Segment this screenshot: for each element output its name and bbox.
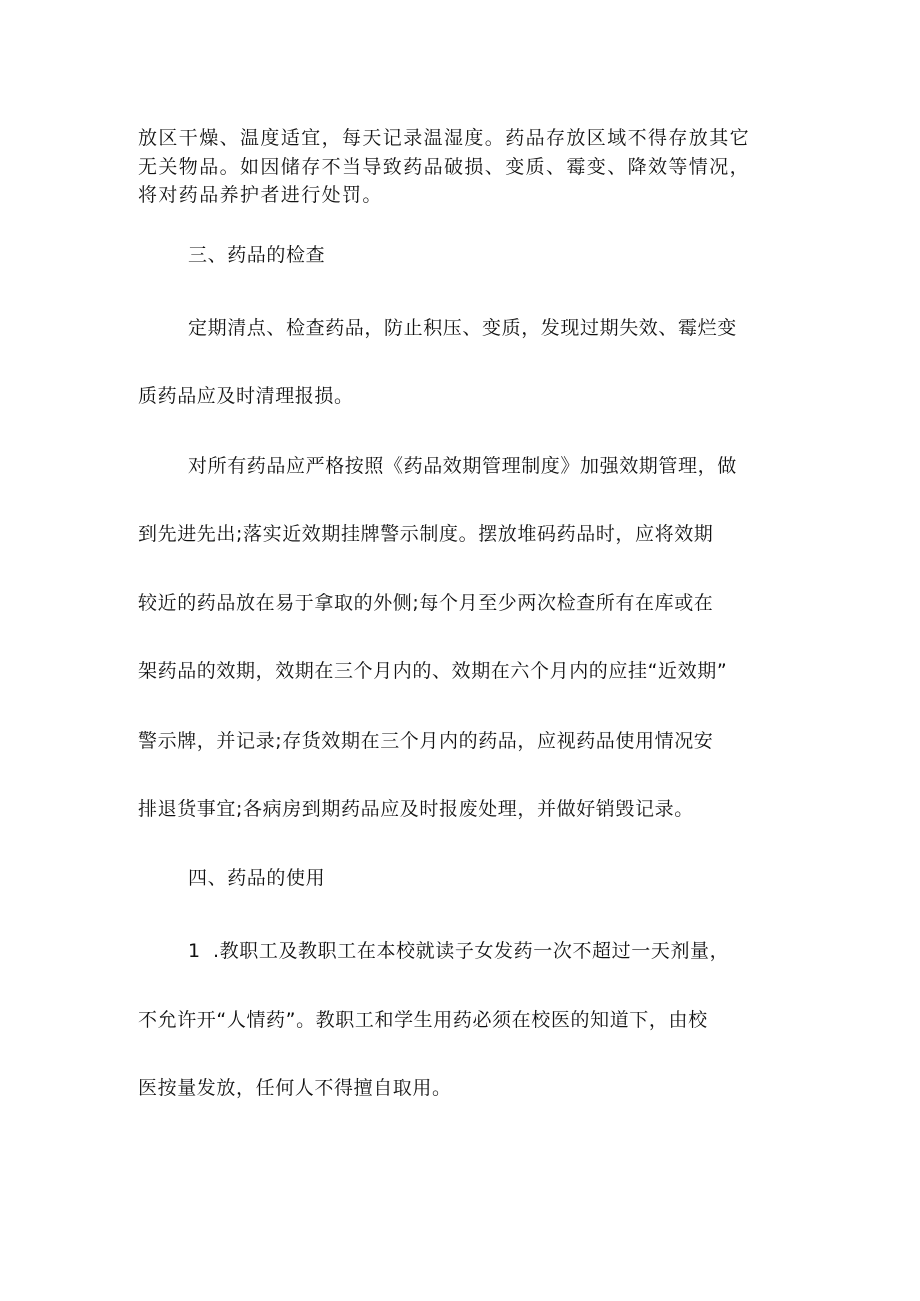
storage-line-3: 将对药品养护者进行处罚。: [138, 184, 383, 206]
usage-line-3: 医按量发放，任何人不得擅自取用。: [138, 1077, 452, 1099]
expiry-line-2: 到先进先出;落实近效期挂牌警示制度。摆放堆码药品时，应将效期: [138, 523, 714, 545]
storage-line-1: 放区干燥、温度适宜，每天记录温湿度。药品存放区域不得存放其它: [138, 127, 751, 149]
expiry-line-5: 警示牌，并记录;存货效期在三个月内的药品，应视药品使用情况安: [138, 730, 714, 752]
usage-item-number: 1: [188, 940, 201, 962]
section-3-heading: 三、药品的检查: [188, 244, 326, 266]
storage-line-2: 无关物品。如因储存不当导致药品破损、变质、霉变、降效等情况，: [138, 156, 751, 178]
inspection-line-1: 定期清点、检查药品，防止积压、变质，发现过期失效、霉烂变: [188, 317, 737, 339]
expiry-line-3: 较近的药品放在易于拿取的外侧;每个月至少两次检查所有在库或在: [138, 592, 714, 614]
section-4-heading: 四、药品的使用: [188, 867, 326, 889]
usage-line-1: .教职工及教职工在本校就读子女发药一次不超过一天剂量，: [213, 940, 730, 962]
expiry-line-6: 排退货事宜;各病房到期药品应及时报废处理，并做好销毁记录。: [138, 798, 694, 820]
usage-line-2: 不允许开“人情药”。教职工和学生用药必须在校医的知道下，由校: [138, 1009, 708, 1031]
inspection-line-2: 质药品应及时清理报损。: [138, 385, 354, 407]
expiry-line-4: 架药品的效期，效期在三个月内的、效期在六个月内的应挂“近效期”: [138, 660, 728, 682]
expiry-line-1: 对所有药品应严格按照《药品效期管理制度》加强效期管理，做: [188, 455, 737, 477]
